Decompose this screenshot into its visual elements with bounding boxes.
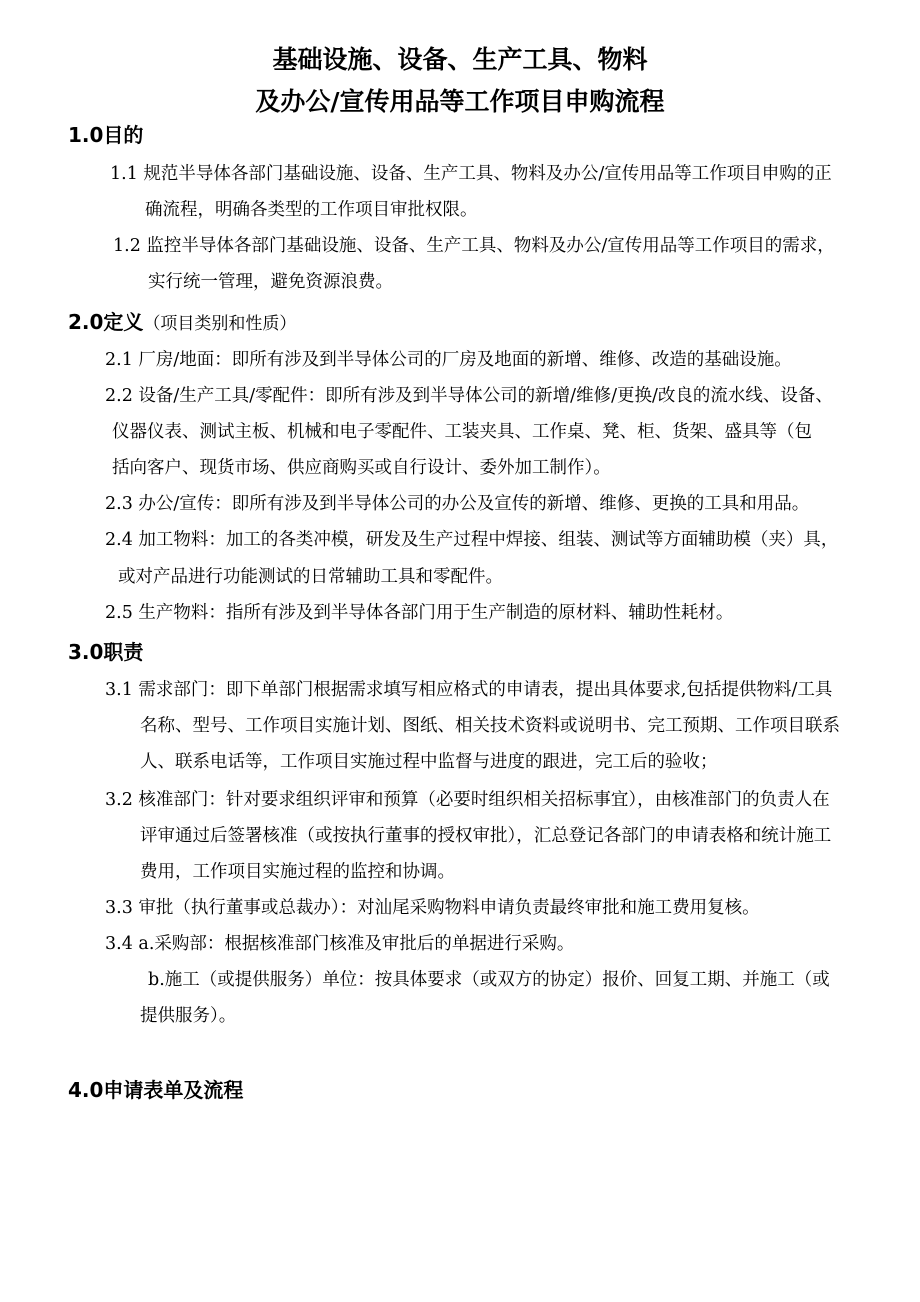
clause-3-2-cont: 评审通过后签署核准（或按执行董事的授权审批），汇总登记各部门的申请表格和统计施工: [140, 826, 832, 846]
section-heading-responsibilities: 3.0职责: [68, 640, 144, 664]
clause-2-4: 2.4 加工物料：加工的各类冲模，研发及生产过程中焊接、组装、测试等方面辅助模（夹）具，: [105, 530, 839, 550]
clause-1-2-cont: 实行统一管理，避免资源浪费。: [148, 272, 393, 292]
clause-3-1-cont: 名称、型号、工作项目实施计划、图纸、相关技术资料或说明书、完工预期、工作项目联系: [140, 716, 840, 736]
clause-3-4b-cont: 提供服务）。: [140, 1006, 237, 1026]
clause-2-4-cont: 或对产品进行功能测试的日常辅助工具和零配件。: [118, 567, 503, 587]
document-title-line-1: 基础设施、设备、生产工具、物料: [272, 45, 648, 74]
clause-2-2-cont: 仪器仪表、测试主板、机械和电子零配件、工装夹具、工作桌、凳、柜、货架、盛具等（包: [112, 422, 812, 442]
section-heading-forms-and-process: 4.0申请表单及流程: [68, 1078, 244, 1102]
section-heading-purpose: 1.0目的: [68, 123, 144, 147]
clause-3-2-cont: 费用，工作项目实施过程的监控和协调。: [140, 862, 455, 882]
clause-3-4a: 3.4 a.采购部：根据核准部门核准及审批后的单据进行采购。: [105, 934, 575, 954]
clause-1-1-cont: 确流程，明确各类型的工作项目审批权限。: [145, 200, 478, 220]
clause-1-2: 1.2 监控半导体各部门基础设施、设备、生产工具、物料及办公/宣传用品等工作项目的需求，: [113, 236, 835, 256]
heading-subtitle: （项目类别和性质）: [143, 314, 297, 334]
clause-3-1: 3.1 需求部门：即下单部门根据需求填写相应格式的申请表，提出具体要求,包括提供物料/工具: [105, 680, 833, 700]
document-title-line-2: 及办公/宣传用品等工作项目申购流程: [255, 87, 665, 116]
section-heading-definitions: [68, 310, 296, 336]
clause-3-4b: b.施工（或提供服务）单位：按具体要求（或双方的协定）报价、回复工期、并施工（或: [148, 970, 830, 990]
clause-2-2: 2.2 设备/生产工具/零配件：即所有涉及到半导体公司的新增/维修/更换/改良的流水线、设备、: [105, 386, 833, 406]
clause-2-2-cont: 括向客户、现货市场、供应商购买或自行设计、委外加工制作）。: [112, 458, 611, 478]
clause-2-5: 2.5 生产物料：指所有涉及到半导体各部门用于生产制造的原材料、辅助性耗材。: [105, 603, 734, 623]
clause-2-1: 2.1 厂房/地面：即所有涉及到半导体公司的厂房及地面的新增、维修、改造的基础设施。: [105, 350, 792, 370]
clause-3-3: 3.3 审批（执行董事或总裁办）：对汕尾采购物料申请负责最终审批和施工费用复核。: [105, 898, 760, 918]
clause-1-1: 1.1 规范半导体各部门基础设施、设备、生产工具、物料及办公/宣传用品等工作项目申购的正: [110, 164, 832, 184]
heading-text: 2.0定义: [68, 310, 144, 334]
clause-3-1-cont: 人、联系电话等，工作项目实施过程中监督与进度的跟进，完工后的验收；: [140, 752, 718, 772]
clause-2-3: 2.3 办公/宣传：即所有涉及到半导体公司的办公及宣传的新增、维修、更换的工具和用品。: [105, 494, 810, 514]
clause-3-2: 3.2 核准部门：针对要求组织评审和预算（必要时组织相关招标事宜），由核准部门的负责人在: [105, 790, 830, 810]
